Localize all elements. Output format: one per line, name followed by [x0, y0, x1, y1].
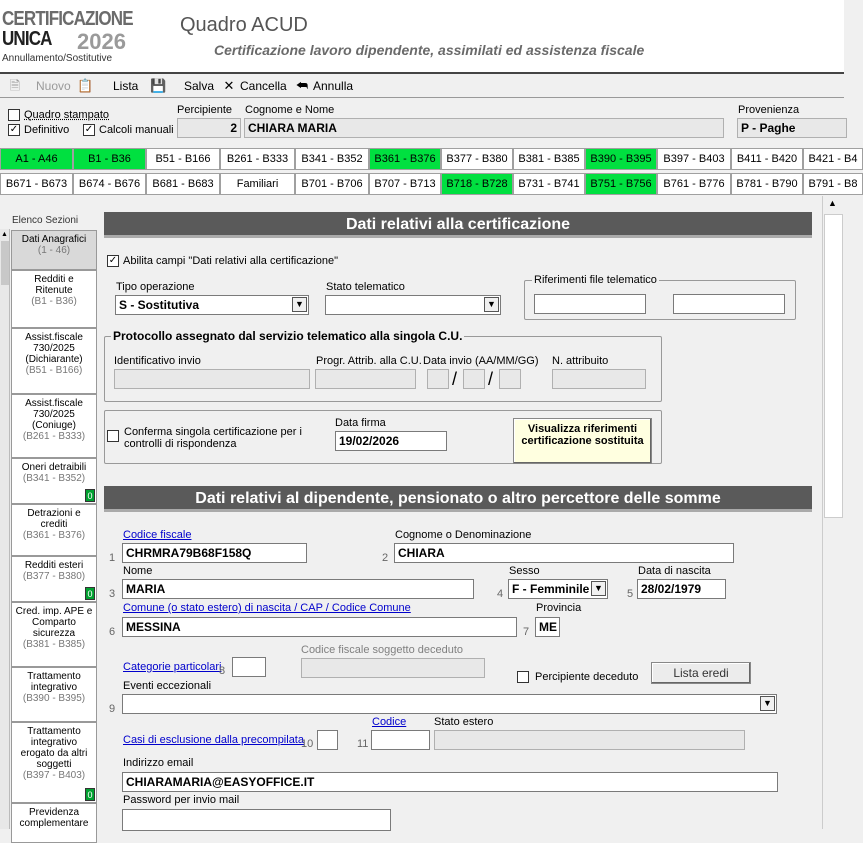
lista-label: Lista — [113, 79, 139, 93]
sidebar-item-range: (B1 - B36) — [31, 296, 77, 307]
date-slash: / — [488, 369, 494, 389]
sesso-value: F - Femminile — [512, 582, 590, 596]
casi-esclusione-link[interactable]: Casi di esclusione dalla precompilata — [123, 734, 304, 746]
row-number: 5 — [627, 588, 634, 600]
conferma-checkbox[interactable] — [107, 430, 119, 442]
tab-b421-b4[interactable]: B421 - B4 — [803, 148, 863, 170]
stato-telematico-select[interactable] — [325, 295, 501, 315]
data-nascita-label: Data di nascita — [638, 565, 711, 577]
tab-b361-b376[interactable]: B361 - B376 — [369, 148, 441, 170]
main-panel — [98, 196, 822, 829]
tab-b781-b790[interactable]: B781 - B790 — [731, 173, 803, 195]
sidebar-item-label: Trattamento integrativo erogato da altri soggetti — [20, 726, 88, 770]
stato-estero-label: Stato estero — [434, 716, 494, 728]
tabs-row-1 — [0, 148, 863, 170]
tabs-row-2 — [0, 173, 863, 195]
definitivo-checkbox[interactable]: ✓ — [9, 124, 19, 135]
sidebar-item-range: (B397 - B403) — [22, 770, 86, 781]
identificativo-invio-field[interactable] — [114, 369, 310, 389]
sidebar-item-label: Redditi e Ritenute — [34, 274, 74, 296]
new-document-icon: 🗎 — [9, 78, 21, 93]
tipo-operazione-value: S - Sostitutiva — [119, 298, 200, 312]
percipiente-field[interactable]: 2 — [177, 118, 241, 138]
annulla-button[interactable] — [295, 79, 353, 93]
sidebar-item-10[interactable] — [11, 722, 97, 803]
status-badge: 0 — [85, 489, 95, 502]
cognome-field[interactable]: CHIARA — [394, 543, 734, 563]
comune-field[interactable]: MESSINA — [122, 617, 517, 637]
stato-estero-field[interactable] — [434, 730, 745, 750]
nuovo-button[interactable] — [8, 79, 71, 93]
email-label: Indirizzo email — [123, 757, 194, 769]
tab-b671-b673[interactable]: B671 - B673 — [0, 173, 73, 195]
row-number: 3 — [109, 588, 116, 600]
percipiente-deceduto-label: Percipiente deceduto — [535, 671, 639, 683]
sidebar-item-label: Oneri detraibili — [21, 462, 87, 473]
sidebar-item-1[interactable] — [11, 230, 97, 270]
sidebar-item-label: Redditi esteri — [24, 560, 84, 571]
sidebar-item-4[interactable] — [11, 394, 97, 458]
section-list — [0, 213, 98, 829]
annulla-label: Annulla — [313, 79, 354, 93]
progr-attrib-label: Progr. Attrib. alla C.U. — [316, 355, 422, 367]
scroll-thumb[interactable] — [1, 241, 9, 285]
tab-b411-b420[interactable]: B411 - B420 — [731, 148, 803, 170]
cert-banner: Dati relativi alla certificazione — [104, 212, 812, 238]
section-list-title: Elenco Sezioni — [12, 215, 79, 226]
data-invio-mm[interactable] — [463, 369, 485, 389]
nuovo-label: Nuovo — [36, 79, 71, 93]
stato-telematico-label: Stato telematico — [326, 281, 405, 293]
calcoli-manuali-label: Calcoli manuali — [99, 124, 174, 136]
lista-eredi-button[interactable]: Lista eredi — [651, 662, 751, 684]
tab-familiari[interactable]: Familiari — [220, 173, 295, 195]
nome-label: Nome — [123, 565, 153, 577]
page-title: Quadro ACUD — [180, 14, 308, 36]
eventi-label: Eventi eccezionali — [123, 680, 212, 692]
data-invio-label: Data invio (AA/MM/GG) — [423, 355, 539, 367]
tab-b1-b36[interactable]: B1 - B36 — [73, 148, 146, 170]
calcoli-manuali-checkbox[interactable]: ✓ — [84, 124, 94, 135]
cf-deceduto-field[interactable] — [301, 658, 485, 678]
cf-deceduto-label: Codice fiscale soggetto deceduto — [301, 644, 464, 656]
tab-b791-b8[interactable]: B791 - B8 — [803, 173, 863, 195]
cognome-label: Cognome o Denominazione — [395, 529, 532, 541]
row-number: 11 — [357, 738, 369, 750]
tipo-operazione-select[interactable] — [115, 295, 309, 315]
definitivo-label: Definitivo — [24, 124, 70, 136]
conferma-label: Conferma singola certificazione per i controlli di rispondenza — [124, 426, 302, 450]
sidebar-item-range: (B341 - B352) — [22, 473, 86, 484]
data-invio-aa[interactable] — [427, 369, 449, 389]
logo-subtitle: Annullamento/Sostitutive — [2, 53, 113, 64]
tab-b701-b706[interactable]: B701 - B706 — [295, 173, 369, 195]
tab-b397-b403[interactable]: B397 - B403 — [657, 148, 731, 170]
data-firma-label: Data firma — [335, 417, 386, 429]
row-number: 8 — [219, 665, 226, 677]
identificativo-invio-label: Identificativo invio — [114, 355, 201, 367]
undo-icon: ⮪ — [295, 78, 309, 93]
chevron-down-icon: ▼ — [591, 581, 606, 596]
casi-esclusione-field[interactable] — [317, 730, 338, 750]
codice-fiscale-field[interactable]: CHRMRA79B68F158Q — [122, 543, 307, 563]
salva-button[interactable] — [150, 79, 214, 93]
sidebar-item-label: Trattamento integrativo — [27, 671, 81, 693]
riferimenti-label: Riferimenti file telematico — [534, 274, 657, 286]
codice-fiscale-link[interactable]: Codice fiscale — [123, 529, 192, 541]
tab-b731-b741[interactable]: B731 - B741 — [513, 173, 585, 195]
cognome-nome-field[interactable]: CHIARA MARIA — [244, 118, 724, 138]
toolbar — [0, 74, 844, 98]
app-header — [0, 0, 844, 72]
tab-b674-b676[interactable]: B674 - B676 — [73, 173, 146, 195]
tab-b261-b333[interactable]: B261 - B333 — [220, 148, 295, 170]
percipiente-deceduto-checkbox[interactable] — [517, 671, 529, 683]
tipo-operazione-label: Tipo operazione — [116, 281, 195, 293]
data-invio-gg[interactable] — [499, 369, 521, 389]
riferimenti-field-2[interactable] — [673, 294, 785, 314]
status-badge: 0 — [85, 788, 95, 801]
sidebar-item-range: (B390 - B395) — [22, 693, 86, 704]
cancella-button[interactable] — [222, 79, 287, 93]
abilita-checkbox[interactable]: ✓ — [108, 255, 118, 266]
tab-b681-b683[interactable]: B681 - B683 — [146, 173, 220, 195]
logo-year: 2026 — [77, 29, 126, 54]
categorie-link[interactable]: Categorie particolari — [123, 661, 222, 673]
sesso-label: Sesso — [509, 565, 540, 577]
sidebar-item-label: Assist.fiscale 730/2025 (Coniuge) — [25, 398, 83, 431]
tab-b761-b776[interactable]: B761 - B776 — [657, 173, 731, 195]
tab-a1-a46[interactable]: A1 - A46 — [0, 148, 73, 170]
chevron-down-icon: ▼ — [292, 297, 307, 312]
logo-line2: UNICA — [2, 28, 52, 50]
progr-attrib-field[interactable] — [315, 369, 416, 389]
password-label: Password per invio mail — [123, 794, 240, 806]
sidebar-item-label: Detrazioni e crediti — [27, 508, 81, 530]
chevron-down-icon: ▼ — [484, 297, 499, 312]
sidebar-item-range: (B261 - B333) — [22, 431, 86, 442]
sidebar-item-label: Cred. imp. APE e Comparto sicurezza — [15, 606, 93, 639]
provenienza-field[interactable]: P - Paghe — [737, 118, 847, 138]
save-icon: 💾 — [150, 78, 167, 93]
provenienza-label: Provenienza — [738, 104, 800, 116]
n-attribuito-label: N. attribuito — [552, 355, 609, 367]
dip-banner: Dati relativi al dipendente, pensionato o altro percettore delle somme — [104, 486, 812, 512]
list-icon: 📋 — [77, 78, 94, 93]
sidebar-item-3[interactable] — [11, 328, 97, 394]
scroll-up-icon: ▲ — [1, 231, 8, 238]
row-number: 6 — [109, 626, 116, 638]
tab-b51-b166[interactable]: B51 - B166 — [146, 148, 220, 170]
section-list-scrollbar[interactable] — [0, 229, 10, 829]
codice-link[interactable]: Codice — [372, 716, 407, 728]
scroll-thumb[interactable] — [824, 214, 843, 518]
quadro-stampato-label: Quadro stampato — [24, 109, 109, 121]
sidebar-item-9[interactable] — [11, 667, 97, 722]
sidebar-item-range: (B381 - B385) — [22, 639, 86, 650]
row-number: 7 — [523, 626, 530, 638]
codice-field[interactable] — [371, 730, 430, 750]
logo-line1: CERTIFICAZIONE — [2, 8, 133, 30]
row-number: 4 — [497, 588, 504, 600]
eventi-select[interactable] — [122, 694, 777, 714]
main-scrollbar[interactable] — [822, 196, 844, 829]
categorie-field[interactable] — [232, 657, 266, 677]
row-number: 10 — [301, 738, 314, 750]
sidebar-item-2[interactable] — [11, 270, 97, 328]
scroll-up-icon: ▲ — [828, 198, 837, 208]
tab-b718-b728[interactable]: B718 - B728 — [441, 173, 513, 195]
sidebar-item-8[interactable] — [11, 602, 97, 667]
sidebar-item-label: Assist.fiscale 730/2025 (Dichiarante) — [25, 332, 83, 365]
riferimenti-field-1[interactable] — [534, 294, 646, 314]
percipiente-label: Percipiente — [177, 104, 233, 116]
protocollo-label: Protocollo assegnato dal servizio telematico alla singola C.U. — [113, 329, 463, 343]
comune-link[interactable]: Comune (o stato estero) di nascita / CAP / Codice Comune — [123, 602, 411, 614]
lista-button[interactable] — [77, 79, 138, 93]
provincia-field[interactable]: ME — [535, 617, 560, 637]
sidebar-item-range: (B361 - B376) — [22, 530, 86, 541]
sidebar-item-label: Previdenza complementare — [19, 807, 89, 829]
sidebar-item-label: Dati Anagrafici — [21, 234, 87, 245]
row-number: 9 — [109, 703, 116, 715]
tab-b381-b385[interactable]: B381 - B385 — [513, 148, 585, 170]
password-field[interactable] — [122, 809, 391, 831]
sidebar-item-range: (1 - 46) — [37, 245, 71, 256]
abilita-label: Abilita campi "Dati relativi alla certificazione" — [123, 255, 339, 267]
date-slash: / — [452, 369, 458, 389]
close-icon: ✕ — [223, 78, 235, 93]
row-number: 1 — [109, 552, 116, 564]
visualizza-riferimenti-button[interactable]: Visualizza riferimenti certificazione sostituita — [513, 418, 652, 464]
cognome-nome-label: Cognome e Nome — [245, 104, 335, 116]
status-badge: 0 — [85, 587, 95, 600]
page-subtitle: Certificazione lavoro dipendente, assimilati ed assistenza fiscale — [214, 42, 645, 58]
sidebar-item-range: (B51 - B166) — [25, 365, 83, 376]
sidebar-item-5[interactable] — [11, 458, 97, 504]
data-nascita-field[interactable]: 28/02/1979 — [637, 579, 726, 599]
cancella-label: Cancella — [240, 79, 287, 93]
email-field[interactable]: CHIARAMARIA@EASYOFFICE.IT — [122, 772, 778, 792]
n-attribuito-field[interactable] — [552, 369, 646, 389]
nome-field[interactable]: MARIA — [122, 579, 474, 599]
sidebar-item-11[interactable] — [11, 803, 97, 843]
sidebar-item-6[interactable] — [11, 504, 97, 556]
sidebar-item-range: (B377 - B380) — [22, 571, 86, 582]
sidebar-item-7[interactable] — [11, 556, 97, 602]
quadro-stampato-checkbox[interactable] — [8, 109, 20, 121]
tab-b751-b756[interactable]: B751 - B756 — [585, 173, 657, 195]
tab-b377-b380[interactable]: B377 - B380 — [441, 148, 513, 170]
salva-label: Salva — [184, 79, 215, 93]
data-firma-field[interactable]: 19/02/2026 — [335, 431, 447, 451]
chevron-down-icon: ▼ — [760, 696, 775, 711]
sesso-select[interactable] — [508, 579, 608, 599]
tab-b341-b352[interactable]: B341 - B352 — [295, 148, 369, 170]
provincia-label: Provincia — [536, 602, 582, 614]
row-number: 2 — [382, 552, 389, 564]
tab-b707-b713[interactable]: B707 - B713 — [369, 173, 441, 195]
tab-b390-b395[interactable]: B390 - B395 — [585, 148, 657, 170]
